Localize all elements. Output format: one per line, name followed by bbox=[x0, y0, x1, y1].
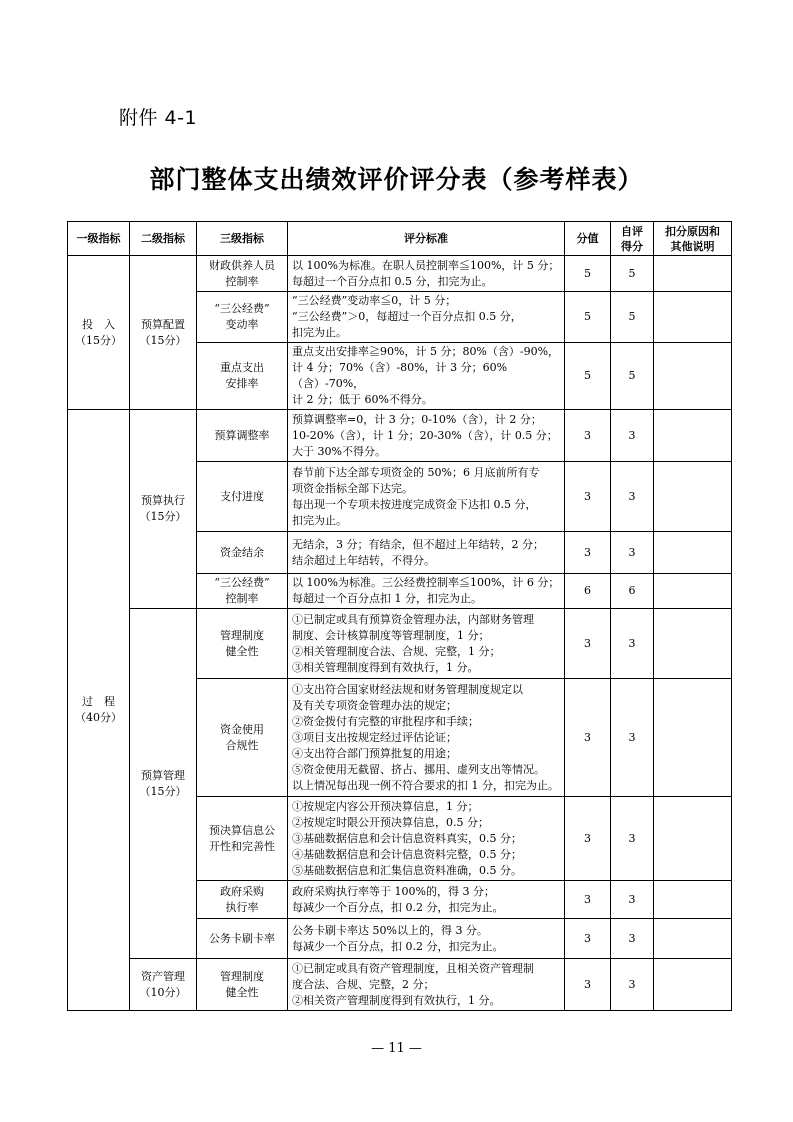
note-cell bbox=[654, 292, 732, 343]
criteria-cell: 预算调整率=0，计 3 分；0-10%（含），计 2 分； 10-20%（含），计 1 分；20-30%（含），计 0.5 分； 大于 30%不得分。 bbox=[288, 410, 565, 462]
note-cell bbox=[654, 343, 732, 410]
level1-process: 过 程 （40分） bbox=[68, 410, 130, 1011]
level3-cell: 政府采购 执行率 bbox=[197, 881, 288, 919]
note-cell bbox=[654, 574, 732, 609]
level2-budget-config: 预算配置 （15分） bbox=[130, 256, 197, 410]
self-score-cell: 3 bbox=[611, 797, 654, 881]
header-criteria: 评分标准 bbox=[288, 222, 565, 256]
header-note: 扣分原因和 其他说明 bbox=[654, 222, 732, 256]
criteria-cell: ①支出符合国家财经法规和财务管理制度规定以 及有关专项资金管理办法的规定； ②资金拨付有完整的审批程序和手续； ③项目支出按规定经过评估论证； ④支出符合部门预算批复的用途； ⑤资金使用无截留、挤占、挪用、虚列支出等情况。 以上情况每出现一例不符合要求的扣 1 分，扣完为止。 bbox=[288, 679, 565, 797]
criteria-cell: 以 100%为标准。在职人员控制率≦100%，计 5 分； 每超过一个百分点扣 0.5 分，扣完为止。 bbox=[288, 256, 565, 292]
criteria-cell: 以 100%为标准。三公经费控制率≦100%，计 6 分； 每超过一个百分点扣 1 分，扣完为止。 bbox=[288, 574, 565, 609]
table-row bbox=[68, 256, 732, 292]
note-cell bbox=[654, 256, 732, 292]
criteria-cell: 春节前下达全部专项资金的 50%；6 月底前所有专 项资金指标全部下达完。 每出现一个专项未按进度完成资金下达扣 0.5 分， 扣完为止。 bbox=[288, 462, 565, 532]
score-cell: 3 bbox=[565, 881, 611, 919]
level3-cell: “三公经费” 控制率 bbox=[197, 574, 288, 609]
self-score-cell: 3 bbox=[611, 679, 654, 797]
criteria-cell: 公务卡刷卡率达 50%以上的，得 3 分。 每减少一个百分点，扣 0.2 分，扣完为止。 bbox=[288, 919, 565, 959]
note-cell bbox=[654, 797, 732, 881]
self-score-cell: 6 bbox=[611, 574, 654, 609]
criteria-cell: ①已制定或具有预算资金管理办法，内部财务管理 制度、会计核算制度等管理制度，1 分； ②相关管理制度合法、合规、完整，1 分； ③相关管理制度得到有效执行，1 分。 bbox=[288, 609, 565, 679]
score-cell: 3 bbox=[565, 532, 611, 574]
level3-cell: 财政供养人员 控制率 bbox=[197, 256, 288, 292]
level3-cell: 管理制度 健全性 bbox=[197, 609, 288, 679]
score-cell: 5 bbox=[565, 292, 611, 343]
level3-cell: 重点支出 安排率 bbox=[197, 343, 288, 410]
level3-cell: 管理制度 健全性 bbox=[197, 959, 288, 1011]
table-row bbox=[68, 959, 732, 1011]
header-row bbox=[68, 222, 732, 256]
note-cell bbox=[654, 609, 732, 679]
level3-cell: 预算调整率 bbox=[197, 410, 288, 462]
table-row bbox=[68, 410, 732, 462]
note-cell bbox=[654, 881, 732, 919]
score-cell: 3 bbox=[565, 462, 611, 532]
note-cell bbox=[654, 462, 732, 532]
level3-cell: 公务卡刷卡率 bbox=[197, 919, 288, 959]
score-cell: 5 bbox=[565, 256, 611, 292]
header-level1: 一级指标 bbox=[68, 222, 130, 256]
score-cell: 3 bbox=[565, 679, 611, 797]
level3-cell: 资金结余 bbox=[197, 532, 288, 574]
score-cell: 6 bbox=[565, 574, 611, 609]
self-score-cell: 3 bbox=[611, 609, 654, 679]
self-score-cell: 3 bbox=[611, 881, 654, 919]
score-cell: 5 bbox=[565, 343, 611, 410]
level3-cell: 预决算信息公 开性和完善性 bbox=[197, 797, 288, 881]
header-level2: 二级指标 bbox=[130, 222, 197, 256]
self-score-cell: 3 bbox=[611, 532, 654, 574]
level3-cell: “三公经费” 变动率 bbox=[197, 292, 288, 343]
level2-budget-mgmt: 预算管理 （15分） bbox=[130, 609, 197, 959]
self-score-cell: 5 bbox=[611, 292, 654, 343]
header-score: 分值 bbox=[565, 222, 611, 256]
attachment-label: 附件 4-1 bbox=[119, 107, 198, 129]
self-score-cell: 3 bbox=[611, 959, 654, 1011]
self-score-cell: 3 bbox=[611, 462, 654, 532]
score-cell: 3 bbox=[565, 797, 611, 881]
self-score-cell: 3 bbox=[611, 410, 654, 462]
score-cell: 3 bbox=[565, 919, 611, 959]
criteria-cell: 无结余，3 分；有结余，但不超过上年结转，2 分； 结余超过上年结转，不得分。 bbox=[288, 532, 565, 574]
self-score-cell: 3 bbox=[611, 919, 654, 959]
note-cell bbox=[654, 679, 732, 797]
page-number: — 11 — bbox=[371, 1041, 422, 1056]
level2-asset-mgmt: 资产管理 （10分） bbox=[130, 959, 197, 1011]
note-cell bbox=[654, 919, 732, 959]
header-level3: 三级指标 bbox=[197, 222, 288, 256]
score-cell: 3 bbox=[565, 959, 611, 1011]
criteria-cell: 重点支出安排率≧90%，计 5 分；80%（含）-90%， 计 4 分；70%（含）-80%，计 3 分；60%（含）-70%， 计 2 分；低于 60%不得分。 bbox=[288, 343, 565, 410]
page-title: 部门整体支出绩效评价评分表（参考样表） bbox=[149, 165, 644, 194]
note-cell bbox=[654, 959, 732, 1011]
criteria-cell: ①按规定内容公开预决算信息，1 分； ②按规定时限公开预决算信息，0.5 分； ③基础数据信息和会计信息资料真实，0.5 分； ④基础数据信息和会计信息资料完整，0.5 分； ⑤基础数据信息和汇集信息资料准确，0.5 分。 bbox=[288, 797, 565, 881]
note-cell bbox=[654, 532, 732, 574]
criteria-cell: “三公经费”变动率≦0，计 5 分； “三公经费”＞0，每超过一个百分点扣 0.5 分， 扣完为止。 bbox=[288, 292, 565, 343]
table-row bbox=[68, 609, 732, 679]
note-cell bbox=[654, 410, 732, 462]
score-table bbox=[67, 221, 732, 1011]
score-cell: 3 bbox=[565, 609, 611, 679]
level2-budget-exec: 预算执行 （15分） bbox=[130, 410, 197, 609]
level3-cell: 支付进度 bbox=[197, 462, 288, 532]
self-score-cell: 5 bbox=[611, 256, 654, 292]
criteria-cell: ①已制定或具有资产管理制度，且相关资产管理制 度合法、合规、完整，2 分； ②相关资产管理制度得到有效执行，1 分。 bbox=[288, 959, 565, 1011]
self-score-cell: 5 bbox=[611, 343, 654, 410]
level3-cell: 资金使用 合规性 bbox=[197, 679, 288, 797]
level1-input: 投 入 （15分） bbox=[68, 256, 130, 410]
header-self-score: 自评 得分 bbox=[611, 222, 654, 256]
criteria-cell: 政府采购执行率等于 100%的，得 3 分； 每减少一个百分点，扣 0.2 分，扣完为止。 bbox=[288, 881, 565, 919]
score-cell: 3 bbox=[565, 410, 611, 462]
